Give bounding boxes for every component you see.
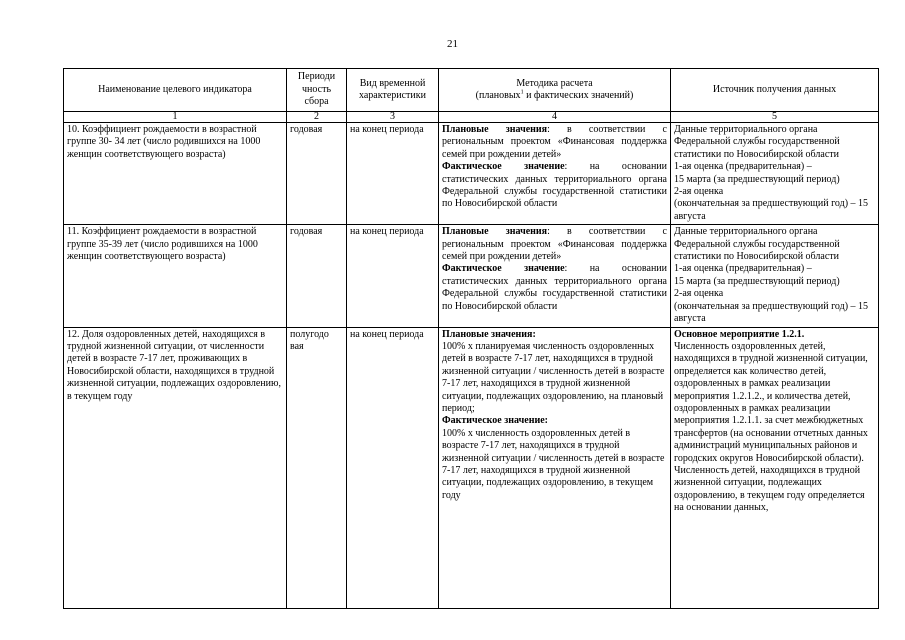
time-characteristic-cell: на конец периода <box>347 123 439 225</box>
periodicity-cell: годовая <box>287 123 347 225</box>
source-line: 1-ая оценка (предварительная) – <box>674 263 812 275</box>
source-line: Численность детей, находящихся в трудной жизненной ситуации, подлежащих <box>674 464 861 489</box>
indicator-cell: 11. Коэффициент рождаемости в возрастной группе 35-39 лет (число родившихся на 1000 женщин соответствующего возраста) <box>64 225 287 327</box>
fact-label: Фактическое значение: <box>442 415 548 427</box>
indicator-cell: 12. Доля оздоровленных детей, находящихся в трудной жизненной ситуации, от численности детей в возрасте 7-17 лет, проживающих в Новосибирской области, находящихся в трудной жизненной ситуации, подлежащих оздоровлению, в текущем году <box>64 327 287 608</box>
column-number: 4 <box>439 112 671 123</box>
indicators-table <box>63 68 879 609</box>
methodology-cell <box>439 225 671 327</box>
fact-label: Фактическое значение <box>442 263 565 275</box>
header-methodology-title: Методика расчета <box>516 77 593 89</box>
column-number: 1 <box>64 112 287 123</box>
source-cell <box>671 123 879 225</box>
table-row <box>64 327 879 608</box>
methodology-cell <box>439 123 671 225</box>
column-number-row <box>64 112 879 123</box>
fact-label: Фактическое значение <box>442 161 565 173</box>
source-line: 15 марта (за предшествующий период) <box>674 173 840 185</box>
indicator-cell: 10. Коэффициент рождаемости в возрастной группе 30- 34 лет (число родившихся на 1000 женщин соответствующего возраста) <box>64 123 287 225</box>
source-line: Данные территориального органа Федеральной службы государственной статистики по Новосибирской области <box>674 124 840 160</box>
header-data-source: Источник получения данных <box>671 69 879 112</box>
source-cell <box>671 225 879 327</box>
page-number: 21 <box>447 38 458 50</box>
fact-text: : на основании статистических данных территориального органа Федеральной службы государственной статистики по Новосибирской области <box>442 263 667 312</box>
plan-label: Плановые значения <box>442 124 548 135</box>
methodology-cell <box>439 327 671 608</box>
source-line: 15 марта (за предшествующий период) <box>674 275 840 287</box>
source-cell <box>671 327 879 608</box>
source-clip <box>674 329 875 607</box>
source-line: Данные территориального органа Федеральной службы государственной статистики по Новосибирской области <box>674 226 840 263</box>
header-methodology-sub-a: (плановых <box>475 90 521 101</box>
time-characteristic-cell: на конец периода <box>347 327 439 608</box>
plan-label: Плановые значения: <box>442 328 536 340</box>
periodicity-cell: годовая <box>287 225 347 327</box>
table-header-row <box>64 69 879 112</box>
table-row <box>64 225 879 327</box>
header-indicator: Наименование целевого индикатора <box>64 69 287 112</box>
column-number: 2 <box>287 112 347 123</box>
column-number: 3 <box>347 112 439 123</box>
source-line: (окончательная за предшествующий год) – 15 августа <box>674 300 869 325</box>
source-title: Основное мероприятие 1.2.1. <box>674 328 805 340</box>
periodicity-cell: полугодо вая <box>287 327 347 608</box>
header-methodology-sub-b: и фактических значений) <box>523 90 634 101</box>
header-time-characteristic: Вид временной характеристики <box>347 69 439 112</box>
source-line: 2-ая оценка <box>674 186 724 198</box>
header-periodicity: Периоди чность сбора <box>287 69 347 112</box>
time-characteristic-cell: на конец периода <box>347 225 439 327</box>
table-row <box>64 123 879 225</box>
fact-text: 100% х численность оздоровленных детей в возрасте 7-17 лет, находящихся в трудной жизненной ситуации / численность детей в возрасте 7-17 лет, находящихся в трудной жизненной ситуации, подлежащих оздоровлению, в текущем году <box>442 427 665 501</box>
header-methodology <box>439 69 671 112</box>
source-line: оздоровлению, в текущем году определяется на основании данных, <box>674 489 865 514</box>
source-line: 1-ая оценка (предварительная) – <box>674 161 812 173</box>
source-line: 2-ая оценка <box>674 288 724 300</box>
source-line: Численность оздоровленных детей, находящихся в трудной жизненной ситуации, определяется как количество детей, оздоровленных в рамках реализации мероприятия 1.2.1.2., и количества детей, оздоровленных в рамках реализации мероприятия 1.2.1.1. за счет межбюджетных трансфертов (на основании отчетных данных администраций муниципальных районов и городских округов Новосибирской области). <box>674 340 868 464</box>
column-number: 5 <box>671 112 879 123</box>
fact-text: : на основании статистических данных территориального органа Федеральной службы государственной статистики по Новосибирской области <box>442 161 667 210</box>
plan-text: : в соответствии с региональным проектом «Финансовая поддержка семей при рождении детей» <box>442 226 667 263</box>
plan-label: Плановые значения <box>442 226 548 238</box>
source-line: (окончательная за предшествующий год) – 15 августа <box>674 198 869 222</box>
footnote-mark: 1 <box>520 89 524 96</box>
plan-text: 100% х планируемая численность оздоровленных детей в возрасте 7-17 лет, находящихся в трудной жизненной ситуации / численность детей в возрасте 7-17 лет, находящихся в трудной жизненной ситуации, подлежащих оздоровлению, на плановый период; <box>442 340 665 414</box>
plan-text: : в соответствии с региональным проектом «Финансовая поддержка семей при рождении детей» <box>442 124 667 160</box>
